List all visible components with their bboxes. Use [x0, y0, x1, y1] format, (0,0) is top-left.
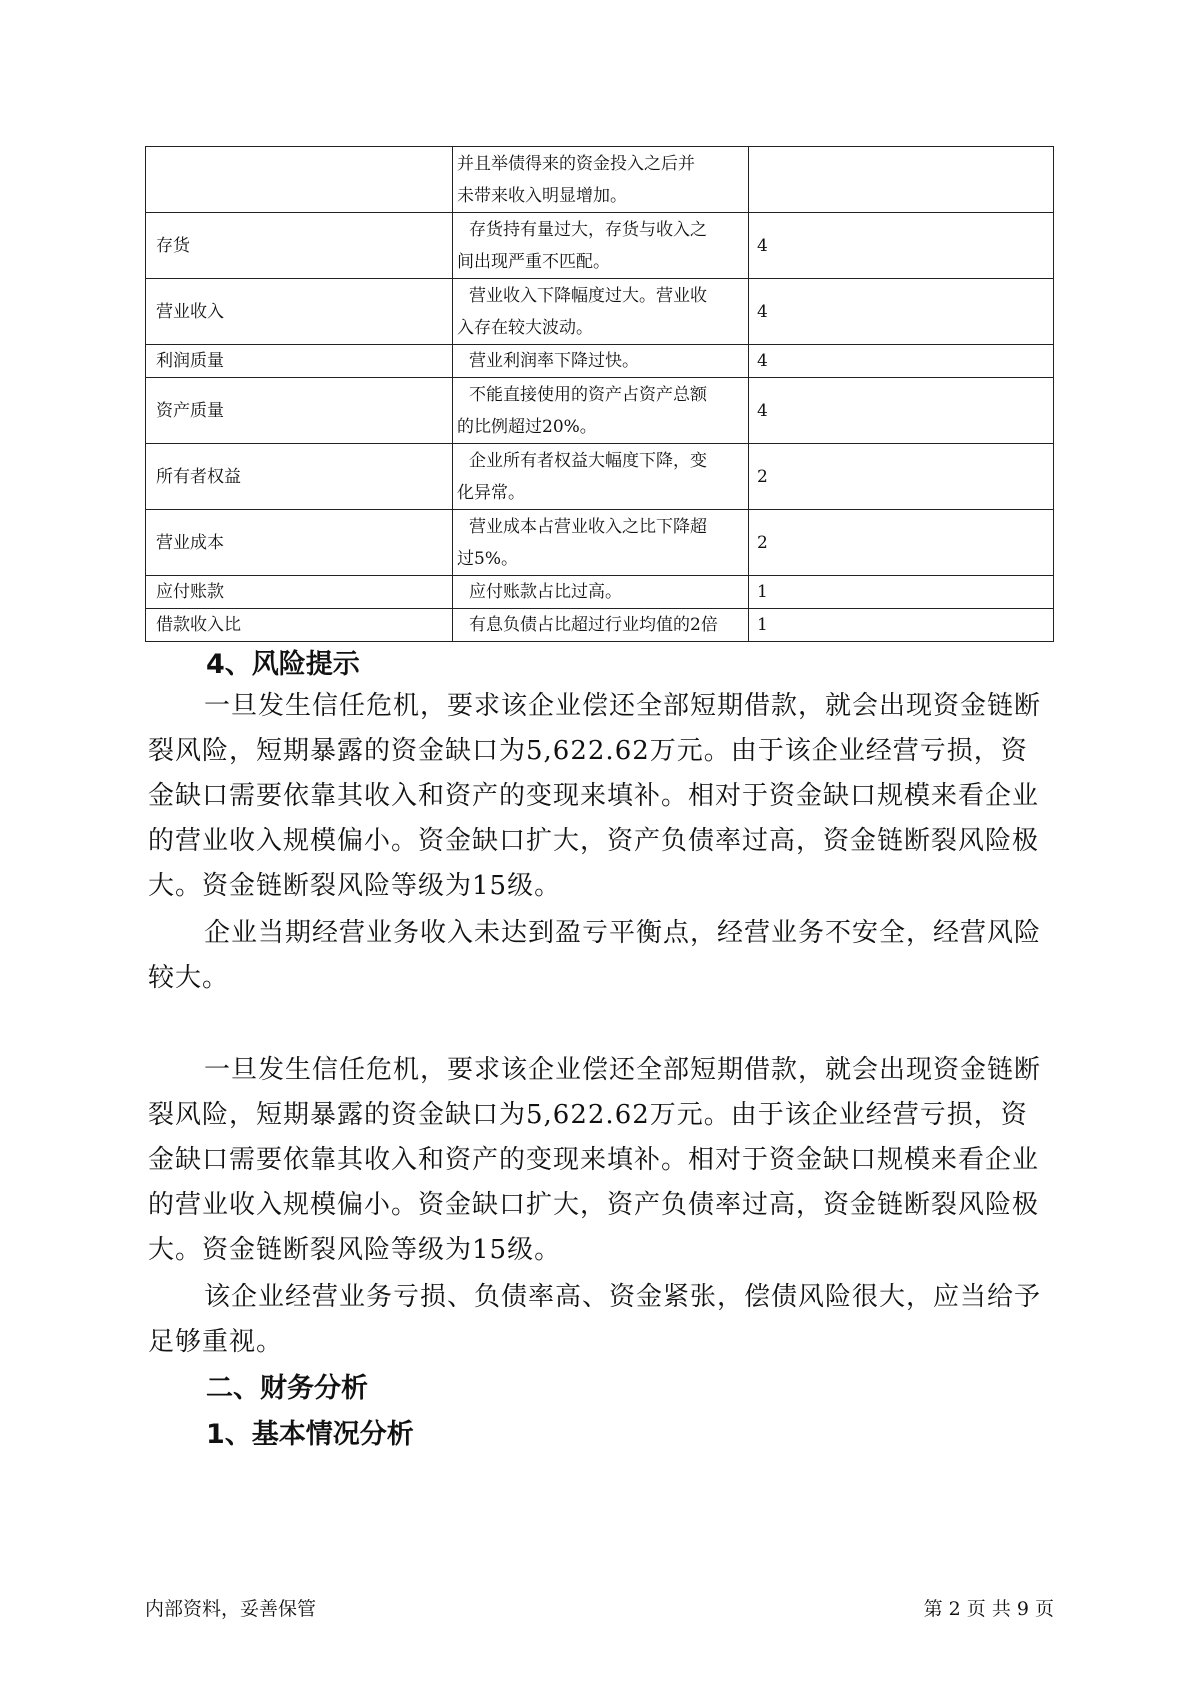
description-line: 有息负债占比超过行业均值的2倍	[469, 615, 718, 635]
indicator-description-cell	[453, 444, 749, 510]
description-line: 应付账款占比过高。	[469, 582, 622, 602]
description-line: 不能直接使用的资产占资产总额	[469, 384, 707, 405]
table-row	[146, 345, 1054, 378]
table-row	[146, 444, 1054, 510]
indicator-description-cell	[453, 345, 749, 378]
indicator-name-cell: 营业成本	[146, 510, 453, 576]
table-row	[146, 147, 1054, 213]
section-heading-financial-analysis: 二、财务分析	[206, 1373, 368, 1404]
indicator-name-cell: 存货	[146, 213, 453, 279]
indicator-name-cell: 利润质量	[146, 345, 453, 378]
description-line: 化异常。	[457, 482, 525, 503]
footer-page-number: 第 2 页 共 9 页	[923, 1598, 1054, 1620]
indicator-name-cell: 应付账款	[146, 576, 453, 609]
indicator-name-cell: 所有者权益	[146, 444, 453, 510]
table-row	[146, 576, 1054, 609]
description-line: 营业成本占营业收入之比下降超	[469, 516, 707, 537]
indicator-description-cell	[453, 510, 749, 576]
indicator-description-cell	[453, 213, 749, 279]
indicator-name-cell: 营业收入	[146, 279, 453, 345]
indicator-score-cell: 2	[749, 444, 1054, 510]
indicator-score-cell: 4	[749, 213, 1054, 279]
indicator-score-cell: 4	[749, 279, 1054, 345]
indicator-score-cell: 2	[749, 510, 1054, 576]
indicator-description-cell	[453, 609, 749, 642]
footer-confidential-note: 内部资料，妥善保管	[145, 1598, 317, 1620]
indicator-score-cell: 4	[749, 345, 1054, 378]
indicator-description-cell	[453, 147, 749, 213]
table-row	[146, 378, 1054, 444]
description-line: 企业所有者权益大幅度下降，变	[469, 450, 707, 471]
paragraph-funding-gap-2: 一旦发生信任危机，要求该企业偿还全部短期借款，就会出现资金链断裂风险，短期暴露的资金缺口为5,622.62万元。由于该企业经营亏损，资金缺口需要依靠其收入和资产的变现来填补。相对于资金缺口规模来看企业的营业收入规模偏小。资金缺口扩大，资产负债率过高，资金链断裂风险极大。资金链断裂风险等级为15级。	[148, 1055, 1042, 1265]
description-line: 营业收入下降幅度过大。营业收	[469, 285, 707, 306]
table-row	[146, 279, 1054, 345]
indicator-score-cell	[749, 147, 1054, 213]
description-line: 并且举债得来的资金投入之后并	[457, 153, 695, 174]
indicator-score-cell: 1	[749, 609, 1054, 642]
indicator-name-cell: 资产质量	[146, 378, 453, 444]
indicator-score-cell: 1	[749, 576, 1054, 609]
description-line: 入存在较大波动。	[457, 317, 593, 338]
description-line: 过5%。	[457, 548, 518, 569]
indicator-description-cell	[453, 576, 749, 609]
indicator-score-cell: 4	[749, 378, 1054, 444]
paragraph-breakeven: 企业当期经营业务收入未达到盈亏平衡点，经营业务不安全，经营风险较大。	[148, 918, 1042, 993]
table-row	[146, 213, 1054, 279]
table-row	[146, 609, 1054, 642]
table-row	[146, 510, 1054, 576]
indicator-description-cell	[453, 378, 749, 444]
risk-indicator-table	[145, 146, 1054, 642]
indicator-name-cell	[146, 147, 453, 213]
paragraph-debt-risk: 该企业经营业务亏损、负债率高、资金紧张，偿债风险很大，应当给予足够重视。	[148, 1282, 1042, 1357]
description-line: 存货持有量过大，存货与收入之	[469, 219, 707, 240]
description-line: 的比例超过20%。	[457, 416, 597, 437]
subsection-heading-basic-analysis: 1、基本情况分析	[206, 1419, 414, 1450]
section-heading-risk-warning: 4、风险提示	[206, 649, 360, 680]
indicator-description-cell	[453, 279, 749, 345]
description-line: 未带来收入明显增加。	[457, 185, 627, 206]
paragraph-funding-gap-1: 一旦发生信任危机，要求该企业偿还全部短期借款，就会出现资金链断裂风险，短期暴露的资金缺口为5,622.62万元。由于该企业经营亏损，资金缺口需要依靠其收入和资产的变现来填补。相对于资金缺口规模来看企业的营业收入规模偏小。资金缺口扩大，资产负债率过高，资金链断裂风险极大。资金链断裂风险等级为15级。	[148, 691, 1042, 901]
description-line: 营业利润率下降过快。	[469, 351, 639, 371]
description-line: 间出现严重不匹配。	[457, 251, 610, 272]
indicator-name-cell: 借款收入比	[146, 609, 453, 642]
